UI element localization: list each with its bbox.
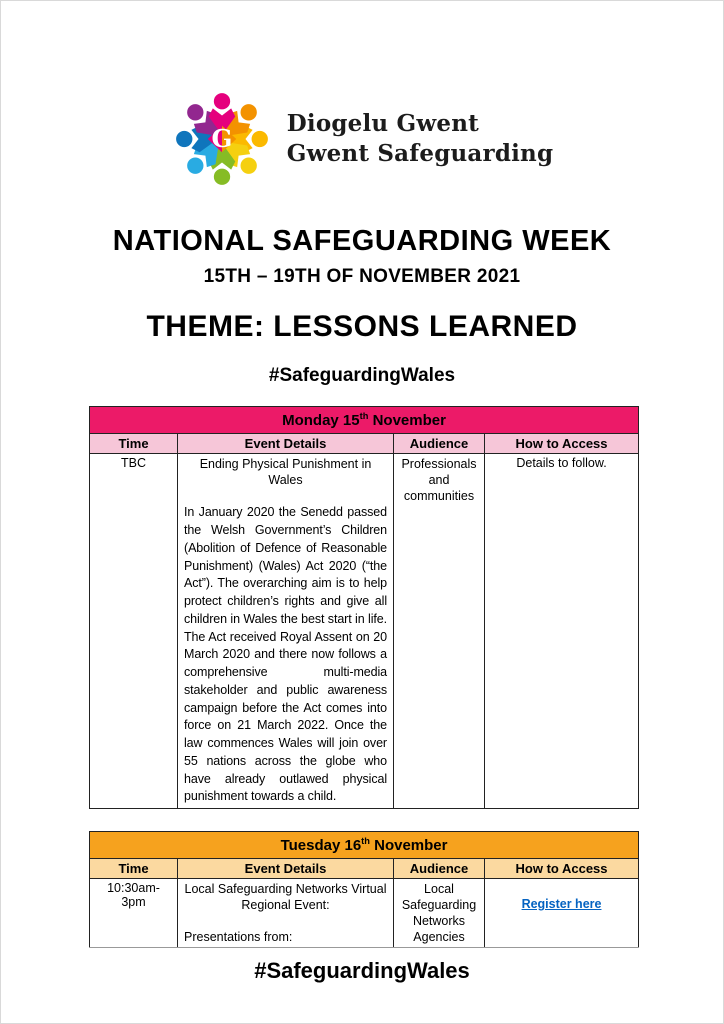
tuesday-event-audience: Local Safeguarding Networks Agencies <box>394 879 485 948</box>
monday-event-heading: Ending Physical Punishment in Wales <box>199 456 372 488</box>
tuesday-title-ordinal: th <box>361 836 370 847</box>
tuesday-column-header-row <box>90 859 639 879</box>
tuesday-col-time: Time <box>90 859 178 879</box>
monday-event-details-cell <box>178 453 394 808</box>
logo-wordmark <box>287 109 554 169</box>
logo-block <box>1 88 723 190</box>
tuesday-col-event-details: Event Details <box>178 859 394 879</box>
tuesday-title-row <box>90 832 639 859</box>
gwent-safeguarding-logo-icon <box>171 88 273 190</box>
tuesday-col-audience: Audience <box>394 859 485 879</box>
monday-col-audience: Audience <box>394 433 485 453</box>
tuesday-event-time: 10:30am-3pm <box>90 879 178 948</box>
hashtag-bottom: #SafeguardingWales <box>254 958 470 984</box>
register-here-link[interactable]: Register here <box>521 897 602 912</box>
tuesday-event-details-cell <box>178 879 394 948</box>
theme-title: THEME: LESSONS LEARNED <box>146 310 578 344</box>
monday-col-how-to-access: How to Access <box>485 433 639 453</box>
monday-title-ordinal: th <box>359 410 369 421</box>
tuesday-title-text: Tuesday 16 <box>280 837 362 855</box>
date-subtitle: 15TH – 19TH OF NOVEMBER 2021 <box>203 266 521 288</box>
monday-title-text: Monday 15 <box>282 411 360 429</box>
monday-column-header-row <box>90 433 639 453</box>
monday-col-time: Time <box>90 433 178 453</box>
tuesday-table-title <box>90 832 639 859</box>
monday-event-row <box>90 453 639 808</box>
tuesday-event-presenters-label: Presentations from: <box>184 929 293 944</box>
tuesday-event-access-cell <box>485 879 639 948</box>
monday-title-row <box>90 406 639 433</box>
monday-col-event-details: Event Details <box>178 433 394 453</box>
monday-event-description: In January 2020 the Senedd passed the Welsh Government’s Children (Abolition of Defence of Reasonable Punishment) (Wales) Act 2020 (“the Act”). The overarching aim is to help protect children’s rights and give all children in Wales the best start in life. The Act received Royal Assent on 20 March 2020 and there now follows a comprehensive multi-media stakeholder and public awareness campaign before the Act comes into force on 21 March 2022. Once the law commences Wales will join over 55 nations across the globe who have already outlawed physical punishment towards a child. <box>184 505 387 804</box>
monday-table-title <box>90 406 639 433</box>
tuesday-event-heading: Local Safeguarding Networks Virtual Regional Event: <box>184 882 387 913</box>
tuesday-event-row <box>90 879 639 948</box>
monday-event-access: Details to follow. <box>485 453 639 808</box>
logo-line-welsh: Diogelu Gwent <box>286 110 479 138</box>
monday-event-audience: Professionals and communities <box>394 453 485 808</box>
monday-event-time: TBC <box>90 453 178 808</box>
tuesday-col-how-to-access: How to Access <box>485 859 639 879</box>
monday-title-month: November <box>368 411 446 429</box>
tuesday-title-month: November <box>369 837 448 855</box>
hashtag-top: #SafeguardingWales <box>268 364 456 386</box>
logo-g-letter: G <box>211 124 233 154</box>
page-title: NATIONAL SAFEGUARDING WEEK <box>112 225 612 257</box>
monday-table <box>89 406 639 809</box>
tuesday-table <box>89 831 639 948</box>
logo-line-english: Gwent Safeguarding <box>286 140 554 167</box>
